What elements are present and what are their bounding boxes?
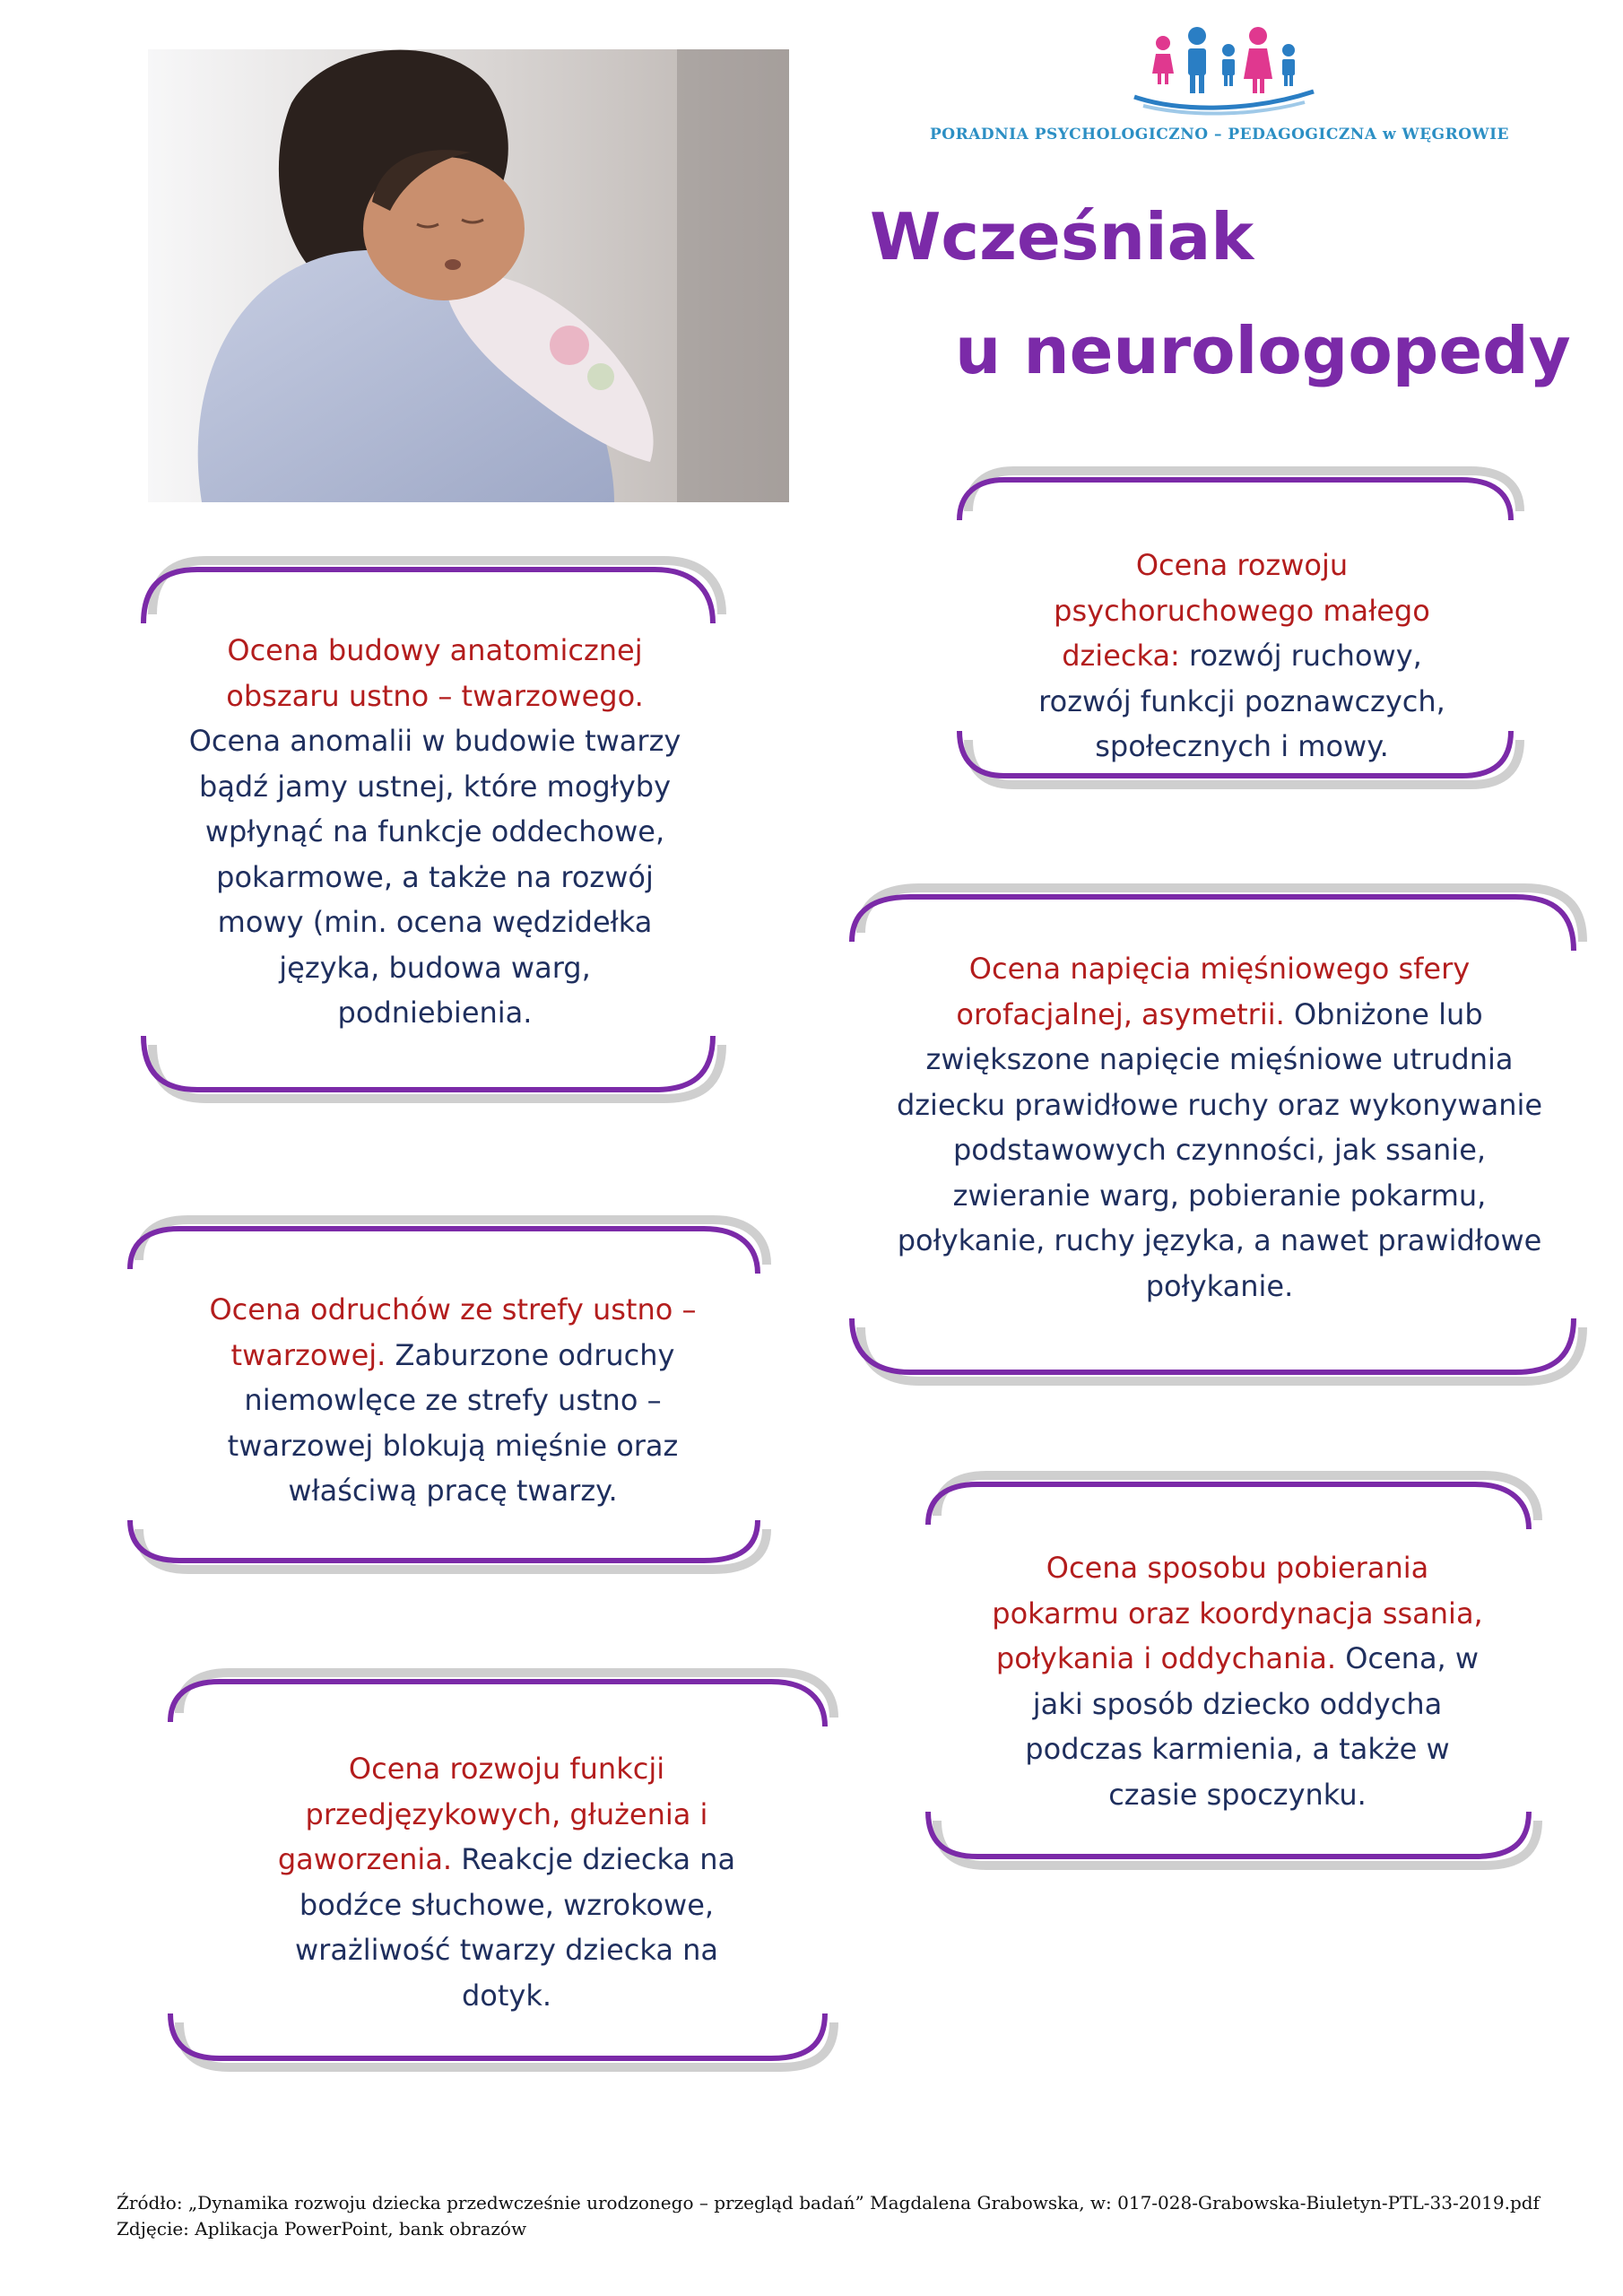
card-highlight: Ocena napięcia mięśniowego sfery orofacjalnej, asymetrii. bbox=[956, 952, 1471, 1031]
card-feeding bbox=[924, 1466, 1551, 1883]
card-prelinguistic bbox=[166, 1664, 847, 2085]
card-highlight: Ocena sposobu pobierania pokarmu oraz koordynacja ssania, połykania i oddychania. bbox=[992, 1551, 1483, 1675]
photo-credit: Zdjęcie: Aplikacja PowerPoint, bank obrazów bbox=[117, 2218, 527, 2239]
card-highlight: Ocena rozwoju funkcji przedjęzykowych, głużenia i gaworzenia. bbox=[277, 1752, 708, 1876]
card-text bbox=[139, 628, 731, 1036]
mother-holding-baby-photo bbox=[148, 49, 789, 502]
card-highlight: Ocena odruchów ze strefy ustno – twarzowej. bbox=[209, 1292, 697, 1372]
card-body: Ocena, w jaki sposób dziecko oddycha podczas karmienia, a także w czasie spoczynku. bbox=[1025, 1641, 1480, 1812]
hero-photo bbox=[148, 49, 789, 502]
card-text bbox=[126, 1287, 780, 1514]
card-body: Obniżone lub zwiększone napięcie mięśniowe utrudnia dziecku prawidłowe ruchy oraz wykonywanie podstawowych czynności, jak ssanie, zwieranie warg, pobieranie pokarmu, połykanie, ruchy języka, a nawet prawidłowe połykanie. bbox=[896, 996, 1543, 1303]
card-muscle-tone bbox=[847, 874, 1592, 1395]
footer bbox=[117, 2190, 1551, 2242]
card-body: rozwój ruchowy, rozwój funkcji poznawczych, społecznych i mowy. bbox=[1038, 639, 1445, 763]
card-text bbox=[847, 946, 1592, 1309]
card-psychomotor bbox=[955, 462, 1529, 803]
family-logo-icon bbox=[915, 22, 1524, 121]
card-body: Ocena anomalii w budowie twarzy bądź jamy ustnej, które mogłyby wpłynąć na funkcje oddechowe, pokarmowe, a także na rozwój mowy (min. ocena wędzidełka języka, budowa warg, podniebienia. bbox=[188, 724, 681, 1030]
card-anatomy bbox=[139, 547, 731, 1121]
logo-text: PORADNIA PSYCHOLOGICZNO – PEDAGOGICZNA w WĘGROWIE bbox=[929, 126, 1510, 144]
card-reflexes bbox=[126, 1211, 780, 1587]
card-text bbox=[924, 1545, 1551, 1817]
card-text bbox=[955, 543, 1529, 770]
card-text bbox=[166, 1746, 847, 2018]
logo bbox=[915, 22, 1524, 157]
page-title-line2: u neurologopedy bbox=[955, 313, 1571, 388]
card-body: Zaburzone odruchy niemowlęce ze strefy ustno – twarzowej blokują mięśnie oraz właściwą pracę twarzy. bbox=[227, 1337, 679, 1508]
source-citation: Źródło: „Dynamika rozwoju dziecka przedwcześnie urodzonego – przegląd badań” Magdalena Grabowska, w: 017-028-Grabowska-Biuletyn-PTL-33-2019.pdf bbox=[117, 2192, 1540, 2213]
card-body: Reakcje dziecka na bodźce słuchowe, wzrokowe, wrażliwość twarzy dziecka na dotyk. bbox=[294, 1842, 736, 2013]
page-title-line1: Wcześniak bbox=[870, 199, 1254, 274]
card-highlight: Ocena rozwoju psychoruchowego małego dziecka: bbox=[1054, 548, 1430, 673]
card-highlight: Ocena budowy anatomicznej obszaru ustno – twarzowego. bbox=[226, 633, 644, 713]
